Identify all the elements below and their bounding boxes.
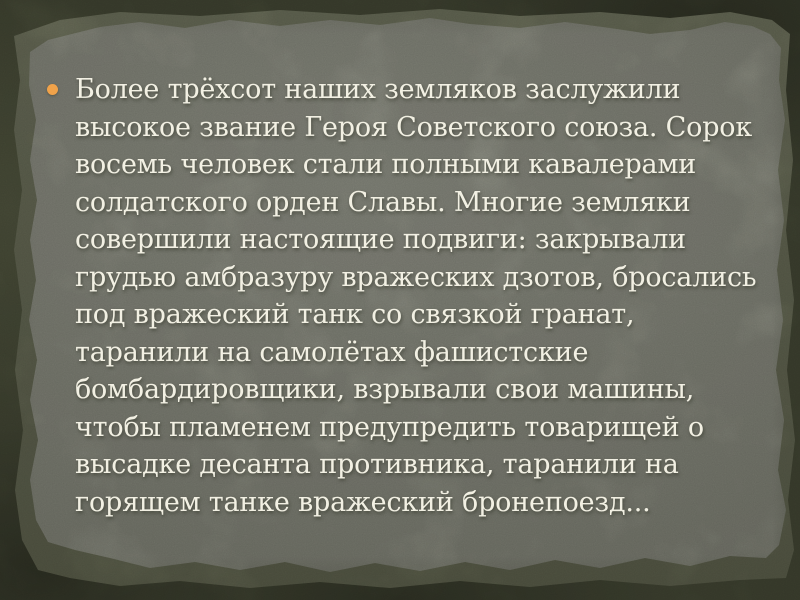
text-line: грудью амбразуру вражеских дзотов, бросались [75, 261, 757, 293]
text-line: бомбардировщики, взрывали свои машины, [75, 374, 695, 405]
text-line: восемь человек стали полными кавалерами [75, 149, 697, 180]
text-line: чтобы пламенем предупредить товарищей о [75, 411, 704, 443]
text-line: солдатского орден Славы. Многие земляки [75, 186, 691, 218]
text-line: Более трёхсот наших земляков заслужили [75, 74, 681, 105]
text-line: таранили на самолётах фашистские [75, 336, 589, 368]
text-line: горящем танке вражеский бронепоезд... [75, 486, 651, 518]
text-line: высокое звание Героя Советского союза. Сорок [75, 111, 753, 143]
text-line: высадке десанта противника, таранили на [75, 449, 679, 480]
slide-body-text [75, 71, 765, 521]
text-line: под вражеский танк со связкой гранат, [75, 299, 635, 330]
bullet-icon [47, 84, 58, 95]
text-line: совершили настоящие подвиги: закрывали [75, 224, 686, 255]
